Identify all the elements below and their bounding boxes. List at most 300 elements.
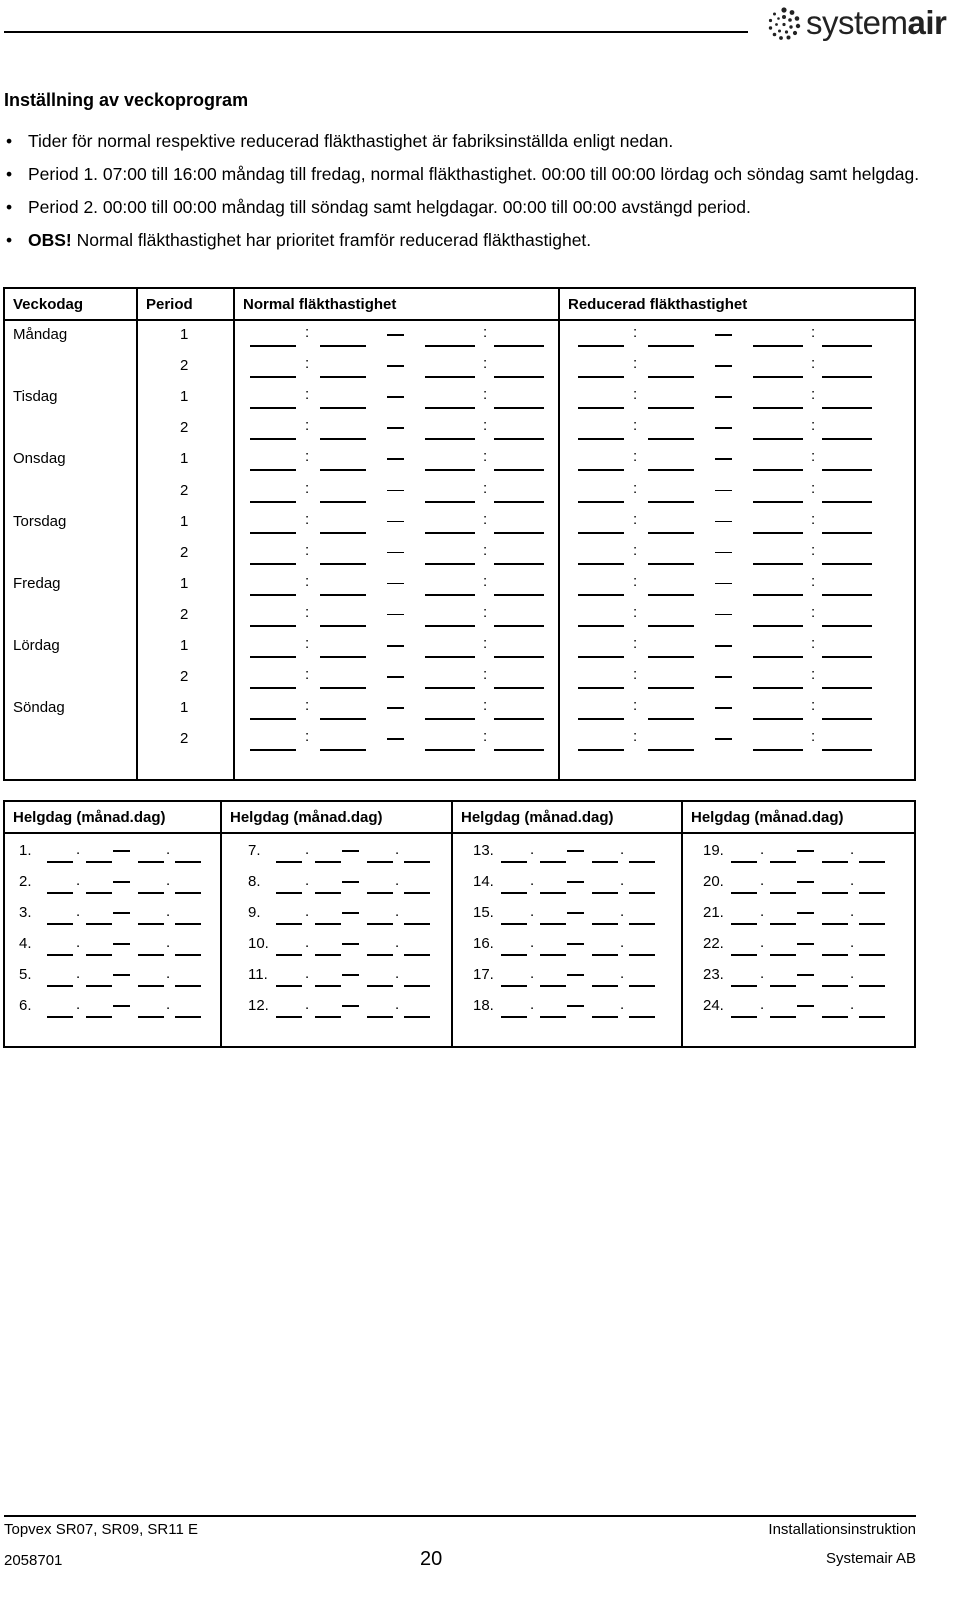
fill-in-line xyxy=(494,625,544,627)
holiday-number: 23. xyxy=(703,966,724,983)
fill-in-line xyxy=(648,594,694,596)
time-colon: : xyxy=(633,666,638,684)
fill-in-line xyxy=(175,861,201,863)
fill-in-line xyxy=(425,625,475,627)
fill-in-line xyxy=(648,749,694,751)
date-dot: . xyxy=(305,872,310,889)
period-label: 2 xyxy=(180,543,189,561)
time-colon: : xyxy=(811,666,816,684)
fill-in-line xyxy=(578,438,624,440)
footer-company: Systemair AB xyxy=(825,1550,916,1567)
date-dot: . xyxy=(620,934,625,951)
holiday-number: 4. xyxy=(19,935,32,952)
fill-in-line xyxy=(753,749,803,751)
fill-in-line xyxy=(315,985,341,987)
time-colon: : xyxy=(633,448,638,466)
time-colon: : xyxy=(811,324,816,341)
brand-logo xyxy=(766,4,956,44)
footer-doc-number: 2058701 xyxy=(4,1552,63,1569)
range-dash xyxy=(715,365,732,367)
date-dot: . xyxy=(305,965,310,982)
fill-in-line xyxy=(822,501,872,503)
date-dot: . xyxy=(620,965,625,982)
fill-in-line xyxy=(578,594,624,596)
date-dot: . xyxy=(760,934,765,951)
range-dash xyxy=(342,974,359,976)
holiday-number: 12. xyxy=(248,997,269,1014)
range-dash xyxy=(387,738,404,740)
fill-in-line xyxy=(494,594,544,596)
fill-in-line xyxy=(578,625,624,627)
fill-in-line xyxy=(859,923,885,925)
fill-in-line xyxy=(320,345,366,347)
holiday-number: 3. xyxy=(19,904,32,921)
systemair-dot-logo-icon xyxy=(766,6,802,42)
date-dot: . xyxy=(850,934,855,951)
date-dot: . xyxy=(620,872,625,889)
fill-in-line xyxy=(367,923,393,925)
range-dash xyxy=(387,707,404,709)
fill-in-line xyxy=(138,1016,164,1018)
fill-in-line xyxy=(175,1016,201,1018)
date-dot: . xyxy=(395,934,400,951)
fill-in-line xyxy=(276,954,302,956)
time-colon: : xyxy=(633,417,638,435)
range-dash xyxy=(387,583,404,585)
fill-in-line xyxy=(320,532,366,534)
time-colon: : xyxy=(633,697,638,715)
list-item: • Tider för normal respektive reducerad fläkthastighet är fabriksinställda enligt nedan. xyxy=(4,130,929,152)
time-colon: : xyxy=(811,355,816,373)
fill-in-line xyxy=(320,438,366,440)
fill-in-line xyxy=(250,563,296,565)
period-label: 2 xyxy=(180,419,189,437)
fill-in-line xyxy=(250,469,296,471)
fill-in-line xyxy=(578,469,624,471)
time-colon: : xyxy=(633,386,638,404)
range-dash xyxy=(342,881,359,883)
fill-in-line xyxy=(276,923,302,925)
holiday-number: 9. xyxy=(248,904,261,921)
fill-in-line xyxy=(822,749,872,751)
holiday-table xyxy=(3,800,916,1048)
holiday-header: Helgdag (månad.dag) xyxy=(13,809,166,826)
fill-in-line xyxy=(770,923,796,925)
period-label: 1 xyxy=(180,574,189,592)
fill-in-line xyxy=(320,563,366,565)
date-dot: . xyxy=(395,965,400,982)
fill-in-line xyxy=(648,345,694,347)
range-dash xyxy=(342,912,359,914)
fill-in-line xyxy=(753,469,803,471)
time-colon: : xyxy=(633,324,638,341)
date-dot: . xyxy=(76,903,81,920)
fill-in-line xyxy=(138,954,164,956)
fill-in-line xyxy=(648,376,694,378)
date-dot: . xyxy=(850,903,855,920)
range-dash xyxy=(567,943,584,945)
weekday-label: Söndag xyxy=(13,699,65,717)
fill-in-line xyxy=(425,563,475,565)
time-colon: : xyxy=(305,324,310,341)
fill-in-line xyxy=(315,1016,341,1018)
fill-in-line xyxy=(753,532,803,534)
period-label: 2 xyxy=(180,605,189,623)
holiday-number: 8. xyxy=(248,873,261,890)
date-dot: . xyxy=(620,903,625,920)
fill-in-line xyxy=(47,923,73,925)
range-dash xyxy=(113,912,130,914)
holiday-number: 22. xyxy=(703,935,724,952)
time-colon: : xyxy=(305,479,310,497)
holiday-number: 21. xyxy=(703,904,724,921)
time-colon: : xyxy=(811,479,816,497)
holiday-number: 20. xyxy=(703,873,724,890)
time-colon: : xyxy=(633,355,638,373)
fill-in-line xyxy=(540,1016,566,1018)
fill-in-line xyxy=(629,923,655,925)
fill-in-line xyxy=(276,892,302,894)
time-colon: : xyxy=(633,510,638,528)
fill-in-line xyxy=(138,892,164,894)
date-dot: . xyxy=(305,934,310,951)
time-colon: : xyxy=(305,572,310,590)
fill-in-line xyxy=(770,1016,796,1018)
time-colon: : xyxy=(483,572,488,590)
fill-in-line xyxy=(731,892,757,894)
fill-in-line xyxy=(822,376,872,378)
fill-in-line xyxy=(770,954,796,956)
range-dash xyxy=(715,458,732,460)
period-label: 2 xyxy=(180,668,189,686)
fill-in-line xyxy=(822,1016,848,1018)
fill-in-line xyxy=(425,687,475,689)
time-colon: : xyxy=(633,541,638,559)
range-dash xyxy=(715,614,732,616)
holiday-header: Helgdag (månad.dag) xyxy=(691,809,844,826)
fill-in-line xyxy=(578,532,624,534)
fill-in-line xyxy=(770,861,796,863)
fill-in-line xyxy=(731,985,757,987)
fill-in-line xyxy=(648,532,694,534)
time-colon: : xyxy=(633,603,638,621)
fill-in-line xyxy=(320,594,366,596)
range-dash xyxy=(387,334,404,336)
fill-in-line xyxy=(731,954,757,956)
date-dot: . xyxy=(850,841,855,858)
holiday-number: 11. xyxy=(248,966,268,983)
time-colon: : xyxy=(811,697,816,715)
date-dot: . xyxy=(166,841,171,858)
range-dash xyxy=(797,1005,814,1007)
fill-in-line xyxy=(320,718,366,720)
holiday-number: 13. xyxy=(473,842,494,859)
fill-in-line xyxy=(250,625,296,627)
date-dot: . xyxy=(530,872,535,889)
fill-in-line xyxy=(175,892,201,894)
fill-in-line xyxy=(753,625,803,627)
footer-doc-type: Installationsinstruktion xyxy=(768,1521,916,1538)
fill-in-line xyxy=(629,861,655,863)
fill-in-line xyxy=(859,954,885,956)
fill-in-line xyxy=(578,718,624,720)
date-dot: . xyxy=(760,872,765,889)
date-dot: . xyxy=(620,841,625,858)
fill-in-line xyxy=(250,532,296,534)
fill-in-line xyxy=(494,718,544,720)
time-colon: : xyxy=(305,541,310,559)
weekday-label: Lördag xyxy=(13,637,60,654)
range-dash xyxy=(715,427,732,429)
fill-in-line xyxy=(404,923,430,925)
time-colon: : xyxy=(483,510,488,528)
date-dot: . xyxy=(850,872,855,889)
fill-in-line xyxy=(320,749,366,751)
holiday-number: 2. xyxy=(19,873,32,890)
date-dot: . xyxy=(760,903,765,920)
fill-in-line xyxy=(494,469,544,471)
instruction-list xyxy=(4,130,929,262)
fill-in-line xyxy=(425,749,475,751)
period-label: 2 xyxy=(180,730,189,748)
fill-in-line xyxy=(822,594,872,596)
time-colon: : xyxy=(305,666,310,684)
fill-in-line xyxy=(315,923,341,925)
fill-in-line xyxy=(859,985,885,987)
fill-in-line xyxy=(250,749,296,751)
time-colon: : xyxy=(305,386,310,404)
range-dash xyxy=(715,490,732,492)
fill-in-line xyxy=(822,923,848,925)
header-divider xyxy=(5,832,914,834)
fill-in-line xyxy=(367,1016,393,1018)
fill-in-line xyxy=(250,656,296,658)
period-label: 1 xyxy=(180,326,189,343)
fill-in-line xyxy=(425,345,475,347)
fill-in-line xyxy=(578,376,624,378)
fill-in-line xyxy=(501,892,527,894)
range-dash xyxy=(715,676,732,678)
range-dash xyxy=(797,974,814,976)
fill-in-line xyxy=(578,563,624,565)
fill-in-line xyxy=(425,532,475,534)
column-divider xyxy=(220,802,222,1046)
fill-in-line xyxy=(648,656,694,658)
fill-in-line xyxy=(276,1016,302,1018)
fill-in-line xyxy=(753,376,803,378)
time-colon: : xyxy=(305,355,310,373)
fill-in-line xyxy=(753,407,803,409)
fill-in-line xyxy=(320,687,366,689)
fill-in-line xyxy=(822,438,872,440)
date-dot: . xyxy=(76,965,81,982)
time-colon: : xyxy=(811,386,816,404)
range-dash xyxy=(715,645,732,647)
fill-in-line xyxy=(648,718,694,720)
range-dash xyxy=(567,1005,584,1007)
fill-in-line xyxy=(276,985,302,987)
range-dash xyxy=(387,552,404,554)
time-colon: : xyxy=(483,666,488,684)
range-dash xyxy=(387,676,404,678)
fill-in-line xyxy=(859,861,885,863)
date-dot: . xyxy=(850,996,855,1013)
fill-in-line xyxy=(320,656,366,658)
date-dot: . xyxy=(166,965,171,982)
weekday-label: Måndag xyxy=(13,326,68,343)
fill-in-line xyxy=(648,563,694,565)
fill-in-line xyxy=(822,718,872,720)
time-colon: : xyxy=(483,541,488,559)
fill-in-line xyxy=(320,469,366,471)
fill-in-line xyxy=(250,407,296,409)
fill-in-line xyxy=(250,438,296,440)
time-colon: : xyxy=(633,479,638,497)
range-dash xyxy=(715,583,732,585)
date-dot: . xyxy=(166,934,171,951)
range-dash xyxy=(342,850,359,852)
fill-in-line xyxy=(367,892,393,894)
holiday-header: Helgdag (månad.dag) xyxy=(230,809,383,826)
period-label: 1 xyxy=(180,450,189,468)
date-dot: . xyxy=(76,996,81,1013)
fill-in-line xyxy=(648,501,694,503)
range-dash xyxy=(797,850,814,852)
fill-in-line xyxy=(578,407,624,409)
time-colon: : xyxy=(633,728,638,746)
fill-in-line xyxy=(753,438,803,440)
range-dash xyxy=(113,974,130,976)
fill-in-line xyxy=(315,861,341,863)
fill-in-line xyxy=(578,345,624,347)
fill-in-line xyxy=(175,923,201,925)
fill-in-line xyxy=(494,407,544,409)
obs-label: OBS! xyxy=(28,230,72,250)
range-dash xyxy=(797,912,814,914)
fill-in-line xyxy=(250,718,296,720)
fill-in-line xyxy=(822,532,872,534)
fill-in-line xyxy=(494,501,544,503)
fill-in-line xyxy=(822,861,848,863)
fill-in-line xyxy=(629,1016,655,1018)
weekday-label: Torsdag xyxy=(13,512,67,530)
range-dash xyxy=(113,850,130,852)
date-dot: . xyxy=(76,841,81,858)
fill-in-line xyxy=(47,892,73,894)
date-dot: . xyxy=(530,965,535,982)
fill-in-line xyxy=(592,1016,618,1018)
fill-in-line xyxy=(822,625,872,627)
range-dash xyxy=(567,912,584,914)
fill-in-line xyxy=(753,687,803,689)
date-dot: . xyxy=(530,996,535,1013)
date-dot: . xyxy=(305,903,310,920)
holiday-number: 17. xyxy=(473,966,494,983)
fill-in-line xyxy=(175,985,201,987)
period-label: 2 xyxy=(180,357,189,375)
date-dot: . xyxy=(760,965,765,982)
fill-in-line xyxy=(315,954,341,956)
fill-in-line xyxy=(540,892,566,894)
range-dash xyxy=(342,1005,359,1007)
fill-in-line xyxy=(770,985,796,987)
date-dot: . xyxy=(530,841,535,858)
time-colon: : xyxy=(305,510,310,528)
time-colon: : xyxy=(483,355,488,373)
fill-in-line xyxy=(425,594,475,596)
time-colon: : xyxy=(305,417,310,435)
time-colon: : xyxy=(483,635,488,652)
fill-in-line xyxy=(578,687,624,689)
fill-in-line xyxy=(86,861,112,863)
weekday-label: Onsdag xyxy=(13,450,66,468)
range-dash xyxy=(387,458,404,460)
fill-in-line xyxy=(425,407,475,409)
header-normal-speed: Normal fläkthastighet xyxy=(243,296,397,313)
fill-in-line xyxy=(822,345,872,347)
fill-in-line xyxy=(822,563,872,565)
date-dot: . xyxy=(76,934,81,951)
date-dot: . xyxy=(395,903,400,920)
fill-in-line xyxy=(859,892,885,894)
time-colon: : xyxy=(811,603,816,621)
range-dash xyxy=(715,396,732,398)
range-dash xyxy=(715,334,732,336)
fill-in-line xyxy=(540,985,566,987)
fill-in-line xyxy=(404,985,430,987)
range-dash xyxy=(113,881,130,883)
range-dash xyxy=(797,943,814,945)
fill-in-line xyxy=(578,501,624,503)
fill-in-line xyxy=(404,954,430,956)
fill-in-line xyxy=(250,687,296,689)
column-divider xyxy=(233,289,235,779)
holiday-header: Helgdag (månad.dag) xyxy=(461,809,614,826)
range-dash xyxy=(567,850,584,852)
fill-in-line xyxy=(404,892,430,894)
fill-in-line xyxy=(731,923,757,925)
header-period: Period xyxy=(146,296,193,313)
time-colon: : xyxy=(633,635,638,652)
fill-in-line xyxy=(494,687,544,689)
fill-in-line xyxy=(86,985,112,987)
date-dot: . xyxy=(395,996,400,1013)
time-colon: : xyxy=(483,448,488,466)
fill-in-line xyxy=(501,923,527,925)
header-veckodag: Veckodag xyxy=(13,296,84,313)
date-dot: . xyxy=(620,996,625,1013)
date-dot: . xyxy=(166,872,171,889)
range-dash xyxy=(387,427,404,429)
date-dot: . xyxy=(760,996,765,1013)
brand-name-light: system xyxy=(806,4,908,41)
fill-in-line xyxy=(404,1016,430,1018)
fill-in-line xyxy=(86,1016,112,1018)
fill-in-line xyxy=(425,501,475,503)
fill-in-line xyxy=(753,718,803,720)
fill-in-line xyxy=(47,1016,73,1018)
fill-in-line xyxy=(822,892,848,894)
fill-in-line xyxy=(648,407,694,409)
date-dot: . xyxy=(305,996,310,1013)
fill-in-line xyxy=(250,594,296,596)
fill-in-line xyxy=(648,625,694,627)
fill-in-line xyxy=(859,1016,885,1018)
list-item: • Period 2. 00:00 till 00:00 måndag till söndag samt helgdagar. 00:00 till 00:00 avstängd period. xyxy=(4,196,929,218)
fill-in-line xyxy=(822,687,872,689)
date-dot: . xyxy=(166,903,171,920)
fill-in-line xyxy=(250,376,296,378)
